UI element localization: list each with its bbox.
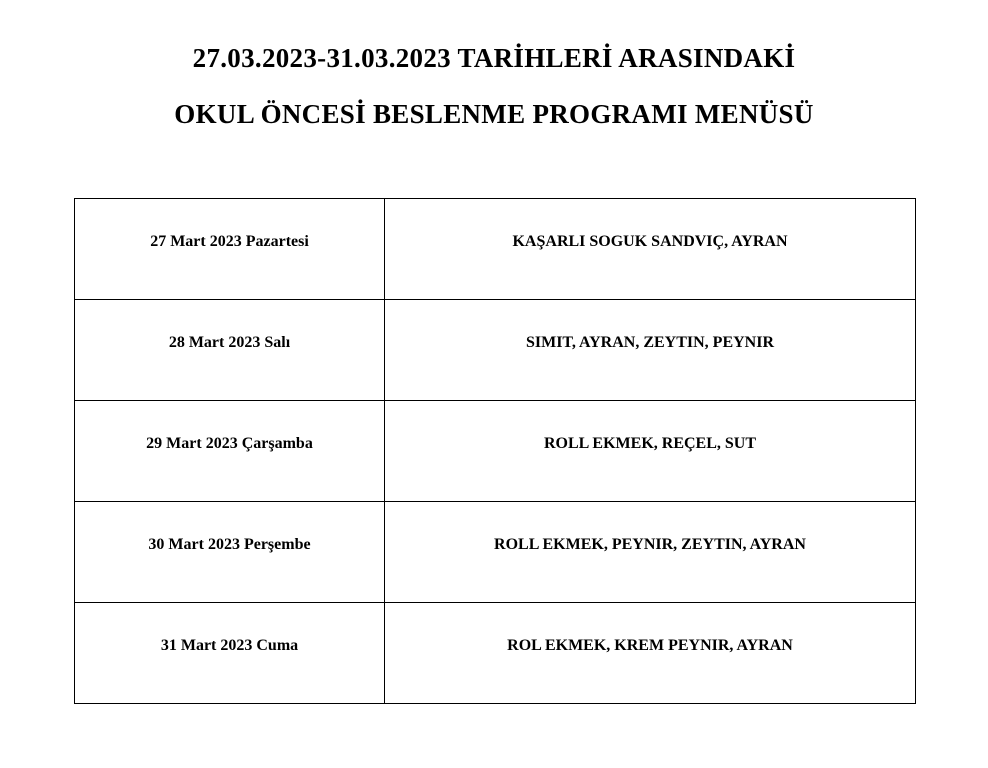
menu-items-cell: ROLL EKMEK, REÇEL, SUT bbox=[385, 401, 916, 502]
document-title bbox=[0, 30, 988, 142]
date-cell: 27 Mart 2023 Pazartesi bbox=[75, 199, 385, 300]
date-cell: 31 Mart 2023 Cuma bbox=[75, 603, 385, 704]
date-cell: 28 Mart 2023 Salı bbox=[75, 300, 385, 401]
menu-items-cell: ROLL EKMEK, PEYNIR, ZEYTIN, AYRAN bbox=[385, 502, 916, 603]
date-cell: 29 Mart 2023 Çarşamba bbox=[75, 401, 385, 502]
menu-items-cell: KAŞARLI SOGUK SANDVIÇ, AYRAN bbox=[385, 199, 916, 300]
title-line-dates: 27.03.2023-31.03.2023 TARİHLERİ ARASINDAKİ bbox=[192, 43, 796, 73]
table-row bbox=[75, 401, 916, 502]
table-row bbox=[75, 300, 916, 401]
table-row bbox=[75, 199, 916, 300]
menu-table bbox=[74, 198, 916, 704]
date-cell: 30 Mart 2023 Perşembe bbox=[75, 502, 385, 603]
table-row bbox=[75, 603, 916, 704]
menu-items-cell: SIMIT, AYRAN, ZEYTIN, PEYNIR bbox=[385, 300, 916, 401]
menu-items-cell: ROL EKMEK, KREM PEYNIR, AYRAN bbox=[385, 603, 916, 704]
table-row bbox=[75, 502, 916, 603]
title-line-program: OKUL ÖNCESİ BESLENME PROGRAMI MENÜSÜ bbox=[174, 99, 814, 129]
